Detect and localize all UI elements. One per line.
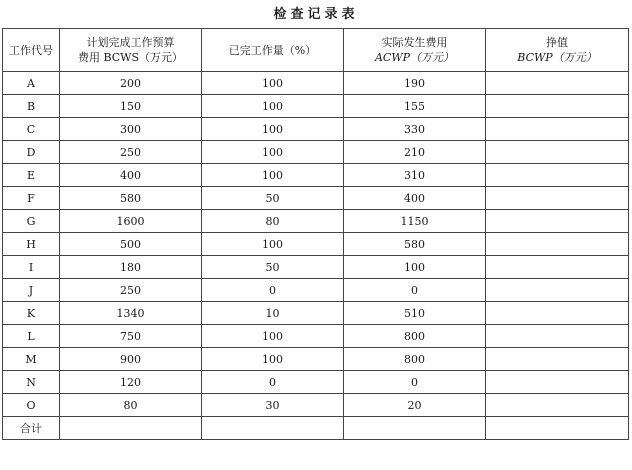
cell-bcws: 1340 [60,302,202,325]
cell-bcws: 750 [60,325,202,348]
cell-bcwp [486,210,629,233]
cell-completed-percent: 100 [202,118,344,141]
cell-bcws: 300 [60,118,202,141]
cell-bcws: 1600 [60,210,202,233]
table-row [3,325,629,348]
cell-acwp: 0 [344,279,486,302]
cell-acwp: 580 [344,233,486,256]
cell-acwp: 800 [344,325,486,348]
cell-bcws: 500 [60,233,202,256]
cell-work-code: K [3,302,60,325]
cell-completed-percent: 0 [202,279,344,302]
cell-work-code: D [3,141,60,164]
table-row [3,164,629,187]
cell-work-code: O [3,394,60,417]
header-bcwp-line2: BCWP（万元） [517,51,597,64]
cell-bcws: 250 [60,279,202,302]
cell-bcwp [486,371,629,394]
cell-bcwp [486,95,629,118]
total-row [3,417,629,440]
table-row [3,72,629,95]
header-acwp-line2: ACWP（万元） [374,51,455,64]
cell-work-code: J [3,279,60,302]
table-row [3,348,629,371]
cell-bcwp [486,187,629,210]
cell-bcws: 900 [60,348,202,371]
cell-bcws: 200 [60,72,202,95]
cell-completed-percent: 100 [202,233,344,256]
header-bcwp-line1: 挣值 [546,36,568,49]
header-bcwp [486,29,629,72]
cell-bcws: 180 [60,256,202,279]
table-body [3,72,629,440]
cell-completed-percent: 100 [202,325,344,348]
cell-acwp: 0 [344,371,486,394]
cell-bcws: 80 [60,394,202,417]
cell-acwp: 310 [344,164,486,187]
cell-bcws: 580 [60,187,202,210]
cell-bcwp [486,256,629,279]
cell-acwp: 510 [344,302,486,325]
header-completed-percent [202,29,344,72]
table-row [3,302,629,325]
cell-acwp: 1150 [344,210,486,233]
cell-bcws: 250 [60,141,202,164]
cell-work-code: E [3,164,60,187]
cell-completed-percent: 80 [202,210,344,233]
table-title: 检查记录表 [273,7,359,22]
table-row [3,141,629,164]
cell-work-code: L [3,325,60,348]
cell-bcws: 400 [60,164,202,187]
cell-bcwp [486,233,629,256]
cell-completed-percent: 100 [202,348,344,371]
header-bcws [60,29,202,72]
cell-work-code: I [3,256,60,279]
cell-total-completed-percent [202,417,344,440]
table-row [3,210,629,233]
cell-completed-percent: 50 [202,256,344,279]
cell-completed-percent: 100 [202,95,344,118]
cell-bcws: 120 [60,371,202,394]
cell-completed-percent: 30 [202,394,344,417]
cell-acwp: 100 [344,256,486,279]
cell-bcwp [486,141,629,164]
table-row [3,371,629,394]
header-row [3,29,629,72]
cell-bcwp [486,348,629,371]
cell-bcwp [486,325,629,348]
table-row [3,118,629,141]
cell-work-code: G [3,210,60,233]
cell-completed-percent: 100 [202,72,344,95]
cell-bcwp [486,302,629,325]
cell-bcwp [486,72,629,95]
table-row [3,394,629,417]
cell-total-bcws [60,417,202,440]
header-work-code [3,29,60,72]
cell-bcwp [486,118,629,141]
cell-work-code: M [3,348,60,371]
cell-bcws: 150 [60,95,202,118]
header-completed-percent-label: 已完工作量（%） [228,43,317,57]
inspection-record-table [2,28,629,440]
cell-bcwp [486,164,629,187]
header-bcws-line2: 费用 BCWS（万元） [77,51,184,64]
header-acwp-line1: 实际发生费用 [381,36,448,49]
cell-work-code: F [3,187,60,210]
table-row [3,233,629,256]
cell-work-code: A [3,72,60,95]
cell-total-bcwp [486,417,629,440]
cell-total-label: 合计 [3,417,60,440]
cell-completed-percent: 10 [202,302,344,325]
cell-acwp: 190 [344,72,486,95]
cell-acwp: 800 [344,348,486,371]
table-row [3,95,629,118]
cell-completed-percent: 0 [202,371,344,394]
cell-bcwp [486,394,629,417]
cell-completed-percent: 100 [202,141,344,164]
cell-work-code: H [3,233,60,256]
table-row [3,279,629,302]
cell-acwp: 330 [344,118,486,141]
cell-work-code: B [3,95,60,118]
cell-bcwp [486,279,629,302]
cell-work-code: N [3,371,60,394]
cell-acwp: 155 [344,95,486,118]
cell-acwp: 210 [344,141,486,164]
table-row [3,256,629,279]
cell-completed-percent: 50 [202,187,344,210]
cell-work-code: C [3,118,60,141]
header-work-code-label: 工作代号 [9,43,53,57]
cell-completed-percent: 100 [202,164,344,187]
header-bcws-line1: 计划完成工作预算 [86,36,175,49]
cell-acwp: 20 [344,394,486,417]
cell-acwp: 400 [344,187,486,210]
header-acwp [344,29,486,72]
cell-total-acwp [344,417,486,440]
table-row [3,187,629,210]
